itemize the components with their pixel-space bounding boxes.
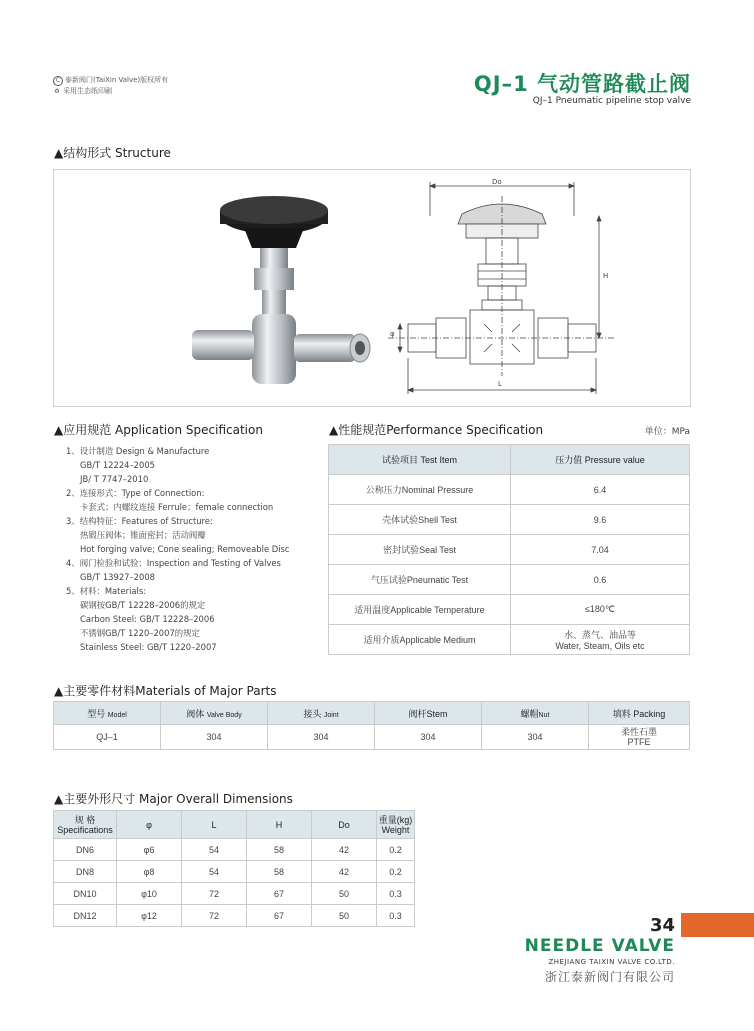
dim-header: Do bbox=[312, 811, 377, 839]
table-row bbox=[329, 475, 690, 505]
perf-item: 适用介质Applicable Medium bbox=[329, 625, 511, 655]
dim-header: 规 格 Specifications bbox=[54, 811, 117, 839]
dim-cell: 0.3 bbox=[377, 883, 415, 905]
mat-header: 填料 Packing bbox=[589, 702, 690, 725]
dim-cell: DN6 bbox=[54, 839, 117, 861]
dim-cell: DN10 bbox=[54, 883, 117, 905]
mat-stem: 304 bbox=[375, 725, 482, 750]
spec-line: 3、结构特征：Features of Structure: bbox=[66, 516, 213, 526]
dim-cell: 42 bbox=[312, 839, 377, 861]
dim-l-label: L bbox=[498, 380, 502, 388]
dim-cell: 58 bbox=[247, 839, 312, 861]
materials-table bbox=[53, 701, 690, 750]
dimensions-table bbox=[53, 810, 415, 927]
spec-line: 4、阀门检验和试验：Inspection and Testing of Valves bbox=[66, 558, 281, 568]
copyright-notice bbox=[53, 75, 168, 97]
dim-cell: 54 bbox=[182, 861, 247, 883]
structure-figure bbox=[53, 169, 691, 407]
page-subtitle: QJ–1 Pneumatic pipeline stop valve bbox=[532, 96, 691, 106]
valve-photo bbox=[174, 188, 374, 393]
mat-joint: 304 bbox=[268, 725, 375, 750]
structure-heading: ▲结构形式 Structure bbox=[54, 146, 171, 160]
dim-do-label: Do bbox=[492, 178, 502, 186]
perf-item: 密封试验Seal Test bbox=[329, 535, 511, 565]
performance-table bbox=[328, 444, 690, 655]
dim-cell: φ12 bbox=[117, 905, 182, 927]
dim-cell: 54 bbox=[182, 839, 247, 861]
table-row bbox=[329, 505, 690, 535]
perf-item: 气压试验Pneumatic Test bbox=[329, 565, 511, 595]
dim-header: L bbox=[182, 811, 247, 839]
dim-cell: 42 bbox=[312, 861, 377, 883]
dim-phi-label: φ bbox=[390, 330, 395, 338]
perf-value: 6.4 bbox=[511, 475, 690, 505]
perf-item: 适用温度Applicable Temperature bbox=[329, 595, 511, 625]
dim-cell: 72 bbox=[182, 905, 247, 927]
recycle-icon: ♻ bbox=[54, 88, 60, 95]
spec-line: 不锈钢GB/T 1220–2007的规定 bbox=[80, 628, 200, 638]
dim-cell: 58 bbox=[247, 861, 312, 883]
unit-label: 单位：MPa bbox=[644, 427, 690, 437]
spec-line: Carbon Steel: GB/T 12228–2006 bbox=[80, 614, 215, 624]
table-row bbox=[54, 905, 415, 927]
table-row bbox=[54, 725, 690, 750]
table-row bbox=[329, 595, 690, 625]
dim-cell: 67 bbox=[247, 883, 312, 905]
perf-value bbox=[511, 625, 690, 655]
dim-cell: DN12 bbox=[54, 905, 117, 927]
perf-value: ≤180℃ bbox=[511, 595, 690, 625]
company-name-en: ZHEJIANG TAIXIN VALVE CO.LTD. bbox=[548, 958, 675, 966]
dimensions-heading: ▲主要外形尺寸 Major Overall Dimensions bbox=[54, 792, 293, 806]
eco-paper-line: 采用生态纸印刷 bbox=[63, 87, 112, 95]
spec-line: JB/ T 7747–2010 bbox=[80, 474, 149, 484]
copyright-line: 泰新阀门(TaiXin Valve)版权所有 bbox=[65, 76, 169, 84]
spec-line: GB/T 13927–2008 bbox=[80, 572, 155, 582]
spec-line: Stainless Steel: GB/T 1220–2007 bbox=[80, 642, 217, 652]
mat-header: 阀体 Valve Body bbox=[161, 702, 268, 725]
company-name-cn: 浙江泰新阀门有限公司 bbox=[544, 970, 675, 984]
perf-value: 0.6 bbox=[511, 565, 690, 595]
dim-cell: 50 bbox=[312, 905, 377, 927]
valve-drawing bbox=[374, 176, 614, 402]
table-row bbox=[54, 861, 415, 883]
mat-body: 304 bbox=[161, 725, 268, 750]
dim-cell: 72 bbox=[182, 883, 247, 905]
spec-line: GB/T 12224–2005 bbox=[80, 460, 155, 470]
table-row bbox=[54, 839, 415, 861]
materials-heading: ▲主要零件材料Materials of Major Parts bbox=[54, 684, 277, 698]
application-list bbox=[66, 444, 321, 654]
table-row bbox=[329, 565, 690, 595]
spec-line: 5、材料：Materials: bbox=[66, 586, 147, 596]
spec-line: 碳钢按GB/T 12228–2006的规定 bbox=[80, 600, 206, 610]
dim-header: φ bbox=[117, 811, 182, 839]
page-number: 34 bbox=[650, 915, 676, 936]
dim-cell: 0.3 bbox=[377, 905, 415, 927]
dim-cell: 0.2 bbox=[377, 861, 415, 883]
mat-packing: 柔性石墨 PTFE bbox=[589, 725, 690, 750]
mat-nut: 304 bbox=[482, 725, 589, 750]
dim-header: 重量(kg) Weight bbox=[377, 811, 415, 839]
brand-name: NEEDLE VALVE bbox=[524, 936, 675, 956]
page-title: QJ–1 气动管路截止阀 bbox=[473, 72, 691, 96]
perf-header: 试验项目 Test Item bbox=[329, 445, 511, 475]
spec-line: 2、连接形式：Type of Connection: bbox=[66, 488, 205, 498]
mat-header: 螺帽Nut bbox=[482, 702, 589, 725]
dim-h-label: H bbox=[603, 272, 609, 280]
dim-header: H bbox=[247, 811, 312, 839]
table-row bbox=[329, 535, 690, 565]
perf-item: 壳体试验Shell Test bbox=[329, 505, 511, 535]
dim-cell: 67 bbox=[247, 905, 312, 927]
page-accent-bar bbox=[681, 913, 754, 937]
table-row bbox=[329, 625, 690, 655]
perf-value: 9.6 bbox=[511, 505, 690, 535]
mat-header: 接头 Joint bbox=[268, 702, 375, 725]
perf-value: 7.04 bbox=[511, 535, 690, 565]
dim-cell: 50 bbox=[312, 883, 377, 905]
mat-header: 型号 Model bbox=[54, 702, 161, 725]
perf-value-cn: 水、蒸气、油品等 bbox=[563, 630, 636, 640]
mat-model: QJ–1 bbox=[54, 725, 161, 750]
application-heading: ▲应用规范 Application Specification bbox=[54, 423, 263, 437]
spec-line: 1、设计制造 Design & Manufacture bbox=[66, 446, 210, 456]
dim-cell: 0.2 bbox=[377, 839, 415, 861]
spec-line: 卡套式；内螺纹连接 Ferrule；female connection bbox=[80, 502, 274, 512]
table-row bbox=[54, 883, 415, 905]
perf-value-en: Water, Steam, Oils etc bbox=[555, 641, 645, 651]
dim-cell: φ6 bbox=[117, 839, 182, 861]
spec-line: Hot forging valve; Cone sealing; Removeable Disc bbox=[80, 544, 290, 554]
copyright-icon: C bbox=[53, 76, 63, 86]
dim-cell: φ8 bbox=[117, 861, 182, 883]
mat-header: 阀杆Stem bbox=[375, 702, 482, 725]
perf-item: 公称压力Nominal Pressure bbox=[329, 475, 511, 505]
perf-header: 压力值 Pressure value bbox=[511, 445, 690, 475]
performance-heading: ▲性能规范Performance Specification bbox=[329, 423, 544, 437]
spec-line: 热锻压阀体；锥面密封；活动阀瓣 bbox=[80, 530, 206, 540]
dim-cell: φ10 bbox=[117, 883, 182, 905]
dim-cell: DN8 bbox=[54, 861, 117, 883]
